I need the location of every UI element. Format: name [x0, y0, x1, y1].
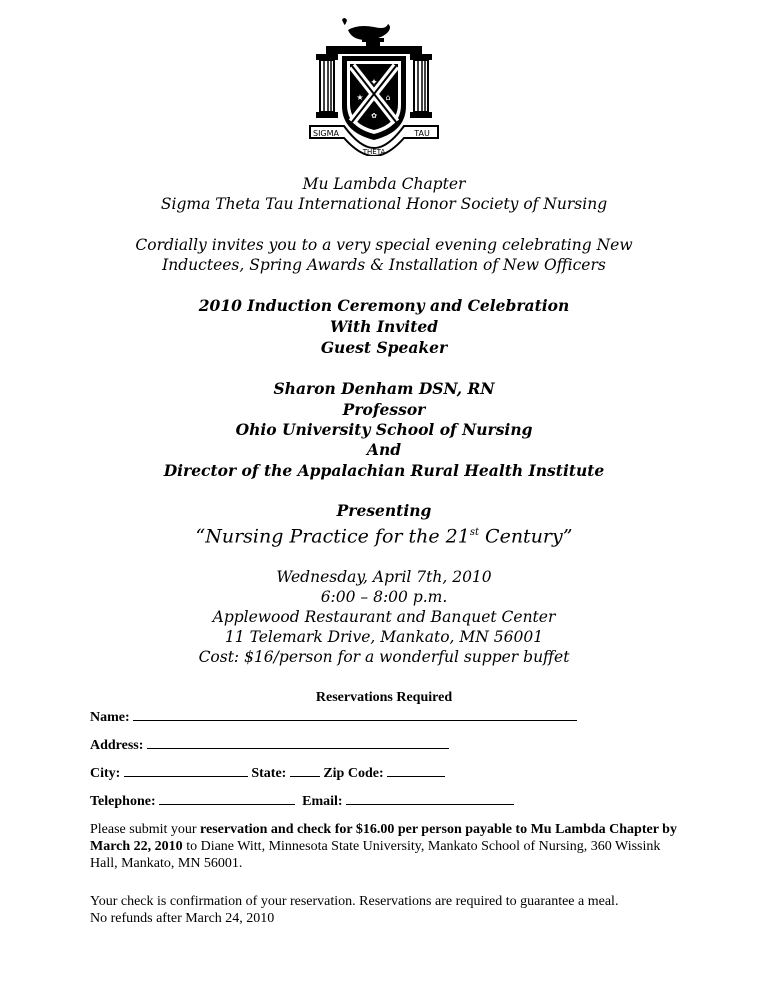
notice-line-1: Your check is confirmation of your reservation. Reservations are required to guarantee a meal. — [90, 894, 619, 909]
svg-text:TAU: TAU — [414, 129, 430, 138]
ceremony-line-2: With Invited — [329, 317, 439, 336]
right-pillar — [410, 54, 432, 118]
svg-text:SIGMA: SIGMA — [312, 129, 340, 138]
address-label: Address: — [90, 738, 144, 753]
city-label: City: — [90, 766, 121, 781]
lamp-icon — [342, 18, 390, 46]
address-field[interactable] — [147, 736, 449, 749]
event-cost: Cost: $16/person for a wonderful supper buffet — [198, 648, 570, 666]
ceremony-line-3: Guest Speaker — [320, 338, 448, 357]
svg-text:✿: ✿ — [371, 112, 377, 120]
address-row — [90, 736, 449, 754]
shield-icon — [342, 56, 406, 140]
speaker-institute: Director of the Appalachian Rural Health Institute — [163, 461, 605, 480]
svg-text:★: ★ — [356, 93, 364, 102]
speaker-title: Professor — [342, 400, 426, 419]
svg-text:⌂: ⌂ — [385, 93, 391, 102]
svg-text:✦: ✦ — [370, 78, 378, 88]
notice-line-2: No refunds after March 24, 2010 — [90, 911, 275, 926]
telephone-row — [90, 792, 514, 810]
svg-text:THETA: THETA — [362, 148, 386, 156]
event-time: 6:00 – 8:00 p.m. — [320, 588, 448, 606]
chapter-name: Mu Lambda Chapter — [302, 175, 466, 193]
zip-code-field[interactable] — [387, 764, 445, 777]
state-field[interactable] — [290, 764, 320, 777]
event-venue: Applewood Restaurant and Banquet Center — [212, 608, 556, 626]
city-field[interactable] — [124, 764, 248, 777]
submission-instructions: Please submit your reservation and check for $16.00 per person payable to Mu Lambda Chapter by March 22, 2010 to Diane Witt, Minnesota State University, Mankato School of Nursing, 360 Wissink Hall, Mankato, MN 56001. — [90, 822, 677, 871]
zip-code-label: Zip Code: — [323, 766, 384, 781]
speaker-and: And — [366, 440, 402, 459]
name-field[interactable] — [133, 708, 577, 721]
event-date: Wednesday, April 7th, 2010 — [276, 568, 492, 586]
email-field[interactable] — [346, 792, 514, 805]
society-name: Sigma Theta Tau International Honor Society of Nursing — [160, 195, 608, 213]
name-label: Name: — [90, 710, 130, 725]
event-address: 11 Telemark Drive, Mankato, MN 56001 — [224, 628, 544, 646]
speaker-name: Sharon Denham DSN, RN — [273, 379, 495, 398]
city-row — [90, 764, 445, 782]
presenting-label: Presenting — [336, 501, 432, 520]
left-pillar — [316, 54, 338, 118]
presentation-title: “Nursing Practice for the 21st Century” — [195, 525, 573, 548]
reservations-heading: Reservations Required — [315, 690, 453, 705]
name-row — [90, 708, 577, 726]
invitation-line-2: Inductees, Spring Awards & Installation of New Officers — [162, 256, 606, 274]
state-label: State: — [251, 766, 287, 781]
confirmation-notice — [90, 893, 710, 927]
speaker-school: Ohio University School of Nursing — [235, 420, 533, 439]
ceremony-line-1: 2010 Induction Ceremony and Celebration — [198, 296, 570, 315]
invitation-line-1: Cordially invites you to a very special evening celebrating New — [135, 236, 633, 254]
email-label: Email: — [302, 794, 343, 809]
sigma-theta-tau-crest-logo — [304, 14, 444, 156]
telephone-field[interactable] — [159, 792, 295, 805]
telephone-label: Telephone: — [90, 794, 156, 809]
